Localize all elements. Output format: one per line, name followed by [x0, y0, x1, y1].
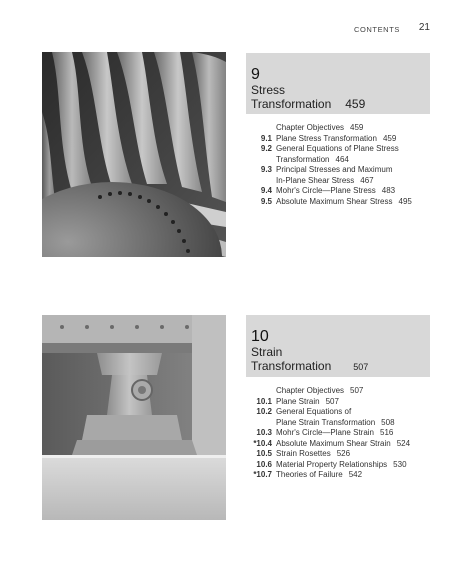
toc-list [246, 123, 430, 207]
section-title: Mohr's Circle—Plane Stress [276, 186, 376, 195]
section-number: 10.2 [256, 407, 272, 416]
section-title: General Equations of Plane Stress [276, 144, 399, 153]
section-page: 542 [348, 470, 363, 479]
running-head-title: CONTENTS [353, 25, 400, 34]
toc-item[interactable] [246, 386, 430, 397]
section-number: 10.3 [256, 428, 272, 437]
toc-item[interactable] [246, 470, 430, 481]
section-page: 526 [336, 449, 351, 458]
section-title: Mohr's Circle—Plane Strain [276, 428, 375, 437]
toc-item[interactable] [246, 397, 430, 408]
toc-item[interactable] [246, 165, 430, 186]
section-title: Material Property Relationships [276, 459, 388, 469]
chapter-page: 507 [353, 362, 369, 372]
section-page: 507 [325, 396, 339, 406]
section-page: 467 [360, 175, 374, 185]
page-number: 21 [418, 22, 430, 33]
section-page: 464 [335, 154, 349, 164]
chapter-number: 10 [251, 328, 269, 345]
chapter-heading [246, 315, 430, 377]
toc-item[interactable] [246, 186, 430, 197]
steel-bearing-photo [42, 315, 226, 520]
section-number: 10.1 [256, 396, 272, 406]
chapter-9 [246, 53, 430, 207]
section-number [246, 123, 276, 134]
chapter-number: 9 [251, 66, 260, 83]
section-title: In-Plane Shear Stress [276, 175, 355, 185]
section-title: Plane Strain [276, 396, 320, 406]
section-number: 10.5 [256, 449, 272, 458]
toc-item[interactable] [246, 449, 430, 460]
running-head [0, 22, 460, 38]
section-title: Absolute Maximum Shear Strain [276, 438, 391, 448]
toc-item[interactable] [246, 428, 430, 439]
section-title: Plane Stress Transformation [276, 133, 377, 143]
toc-item[interactable] [246, 407, 430, 428]
section-number: *10.7 [253, 470, 272, 479]
toc-item[interactable] [246, 123, 430, 134]
toc-item[interactable] [246, 439, 430, 450]
toc-item[interactable] [246, 197, 430, 208]
section-page: 516 [380, 428, 394, 437]
chapter-title [251, 83, 422, 111]
chapter-title-line: Transformation [251, 359, 332, 373]
toc-item[interactable] [246, 460, 430, 471]
chapter-title [251, 345, 422, 374]
section-page: 459 [382, 133, 397, 143]
section-number: 9.2 [260, 144, 272, 153]
section-page: 459 [350, 123, 364, 132]
section-title: General Equations of [276, 407, 352, 416]
section-number: 9.3 [260, 165, 272, 174]
section-page: 508 [381, 417, 395, 427]
section-title: Strain Rosettes [276, 449, 331, 458]
section-title: Chapter Objectives [276, 123, 345, 132]
section-title: Transformation [276, 154, 330, 164]
section-page: 524 [396, 438, 411, 448]
chapter-heading [246, 53, 430, 114]
chapter-title-line: Stress [251, 83, 286, 97]
section-title: Chapter Objectives [276, 386, 345, 395]
section-number: 9.5 [260, 196, 272, 206]
turbine-blades-photo [42, 52, 226, 257]
section-title: Absolute Maximum Shear Stress [276, 196, 393, 206]
section-title: Theories of Failure [276, 470, 343, 479]
chapter-10 [246, 315, 430, 481]
section-page: 507 [350, 386, 364, 395]
chapter-page: 459 [345, 97, 366, 111]
toc-item[interactable] [246, 134, 430, 145]
section-page: 495 [398, 196, 412, 206]
toc-list [246, 386, 430, 481]
section-number: 9.1 [260, 133, 272, 143]
section-number: *10.4 [253, 438, 272, 448]
section-number [246, 386, 276, 397]
section-page: 483 [381, 186, 396, 195]
section-title: Principal Stresses and Maximum [276, 165, 393, 174]
chapter-title-line: Strain [251, 345, 283, 359]
section-title: Plane Strain Transformation [276, 417, 376, 427]
section-number: 10.6 [256, 459, 272, 469]
chapter-title-line: Transformation [251, 97, 332, 111]
toc-item[interactable] [246, 144, 430, 165]
section-number: 9.4 [260, 186, 272, 195]
section-page: 530 [393, 459, 407, 469]
